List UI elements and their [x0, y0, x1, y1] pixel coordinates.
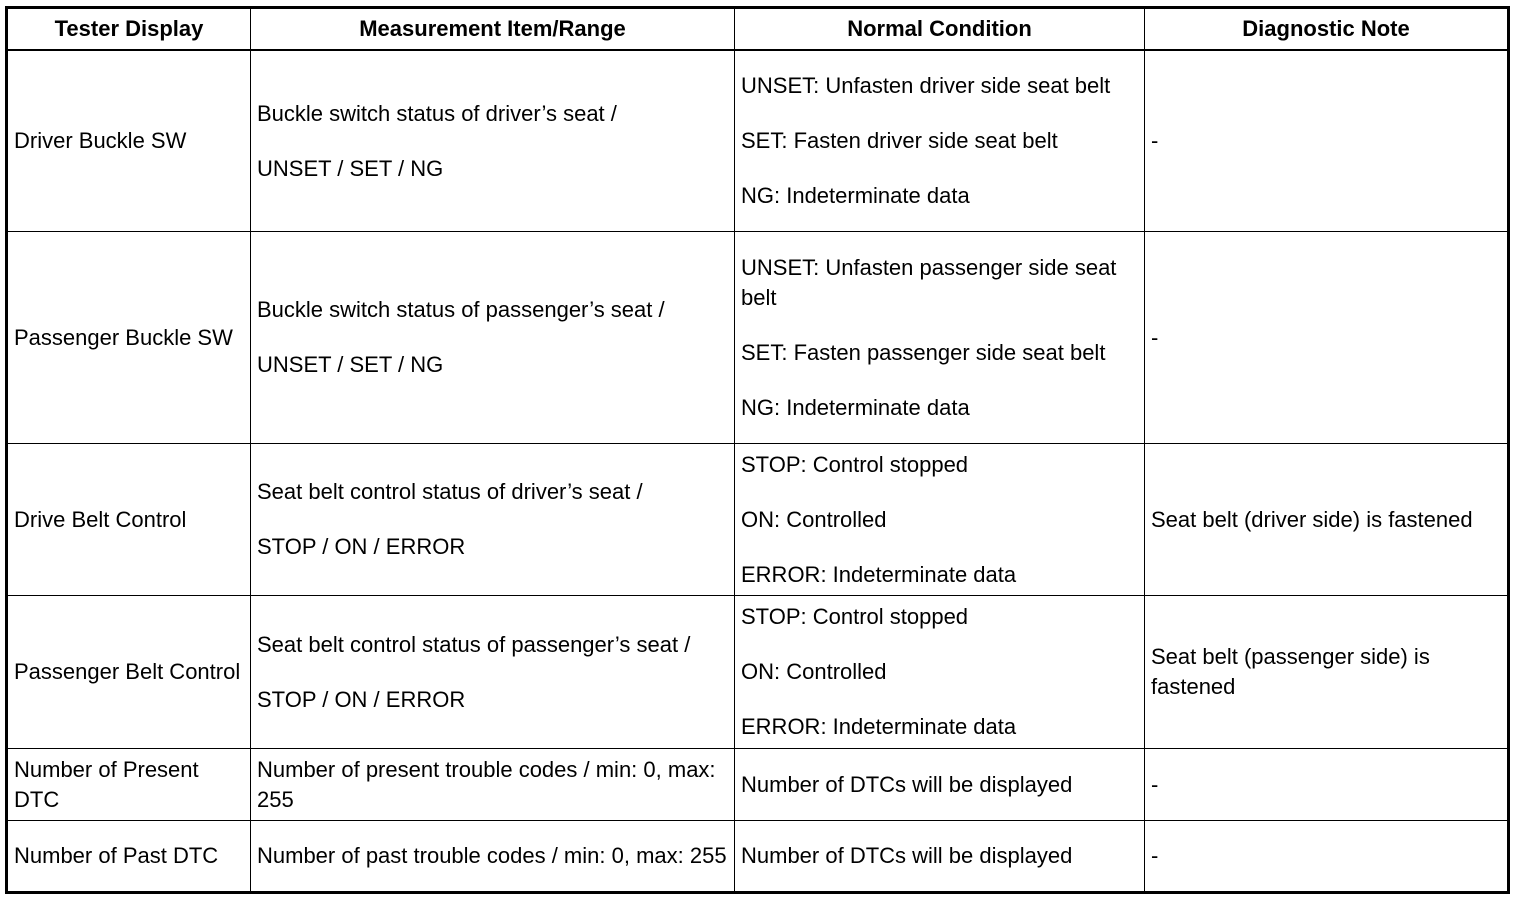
measurement-line: Buckle switch status of driver’s seat /	[257, 100, 617, 126]
condition-line: STOP: Control stopped	[741, 604, 969, 629]
header-normal-condition: Normal Condition	[735, 8, 1145, 51]
table-row	[7, 596, 1509, 749]
cell-normal-condition	[735, 596, 1145, 749]
condition-line: UNSET: Unfasten driver side seat belt	[741, 73, 1111, 98]
measurement-line: STOP / ON / ERROR	[257, 534, 466, 559]
condition-line: SET: Fasten driver side seat belt	[741, 128, 1058, 153]
cell-normal-condition	[735, 749, 1145, 821]
condition-line: Number of DTCs will be displayed	[741, 843, 1073, 868]
measurement-line: Seat belt control status of passenger’s seat /	[257, 631, 691, 657]
header-tester-display: Tester Display	[7, 8, 251, 51]
measurement-line: Number of past trouble codes / min: 0, max: 255	[257, 843, 727, 868]
condition-line: Number of DTCs will be displayed	[741, 771, 1073, 797]
measurement-line: UNSET / SET / NG	[257, 155, 444, 181]
measurement-line: UNSET / SET / NG	[257, 352, 444, 377]
header-diagnostic-note: Diagnostic Note	[1145, 8, 1509, 51]
cell-diagnostic-note: -	[1145, 749, 1509, 821]
data-list-sheet	[5, 6, 1510, 894]
cell-tester-display: Drive Belt Control	[7, 444, 251, 596]
cell-diagnostic-note: Seat belt (driver side) is fastened	[1145, 444, 1509, 596]
condition-line: ERROR: Indeterminate data	[741, 714, 1017, 739]
condition-line: ON: Controlled	[741, 506, 887, 532]
table-row	[7, 444, 1509, 596]
cell-normal-condition	[735, 50, 1145, 232]
table-row	[7, 749, 1509, 821]
measurement-line: Seat belt control status of driver’s seat /	[257, 479, 643, 504]
cell-diagnostic-note: Seat belt (passenger side) is fastened	[1145, 596, 1509, 749]
cell-measurement	[251, 749, 735, 821]
condition-line: SET: Fasten passenger side seat belt	[741, 339, 1106, 365]
cell-measurement	[251, 444, 735, 596]
condition-line: STOP: Control stopped	[741, 451, 969, 477]
header-row	[7, 8, 1509, 51]
cell-tester-display: Driver Buckle SW	[7, 50, 251, 232]
cell-normal-condition	[735, 232, 1145, 444]
condition-line: ON: Controlled	[741, 659, 887, 684]
cell-tester-display: Passenger Buckle SW	[7, 232, 251, 444]
cell-tester-display: Number of Past DTC	[7, 821, 251, 893]
cell-measurement	[251, 50, 735, 232]
cell-diagnostic-note: -	[1145, 50, 1509, 232]
measurement-line: STOP / ON / ERROR	[257, 686, 466, 712]
table-row	[7, 232, 1509, 444]
cell-normal-condition	[735, 821, 1145, 893]
cell-measurement	[251, 596, 735, 749]
table-row	[7, 821, 1509, 893]
condition-line: NG: Indeterminate data	[741, 183, 970, 208]
condition-line: ERROR: Indeterminate data	[741, 561, 1017, 587]
data-list-table	[5, 6, 1510, 894]
cell-tester-display: Passenger Belt Control	[7, 596, 251, 749]
header-measurement-item-range: Measurement Item/Range	[251, 8, 735, 51]
cell-tester-display: Number of Present DTC	[7, 749, 251, 821]
table-row	[7, 50, 1509, 232]
measurement-line: Number of present trouble codes / min: 0, max: 255	[257, 756, 716, 812]
condition-line: UNSET: Unfasten passenger side seat belt	[741, 254, 1117, 310]
cell-diagnostic-note: -	[1145, 232, 1509, 444]
cell-measurement	[251, 232, 735, 444]
cell-measurement	[251, 821, 735, 893]
measurement-line: Buckle switch status of passenger’s seat /	[257, 297, 665, 322]
cell-diagnostic-note: -	[1145, 821, 1509, 893]
cell-normal-condition	[735, 444, 1145, 596]
condition-line: NG: Indeterminate data	[741, 394, 970, 420]
